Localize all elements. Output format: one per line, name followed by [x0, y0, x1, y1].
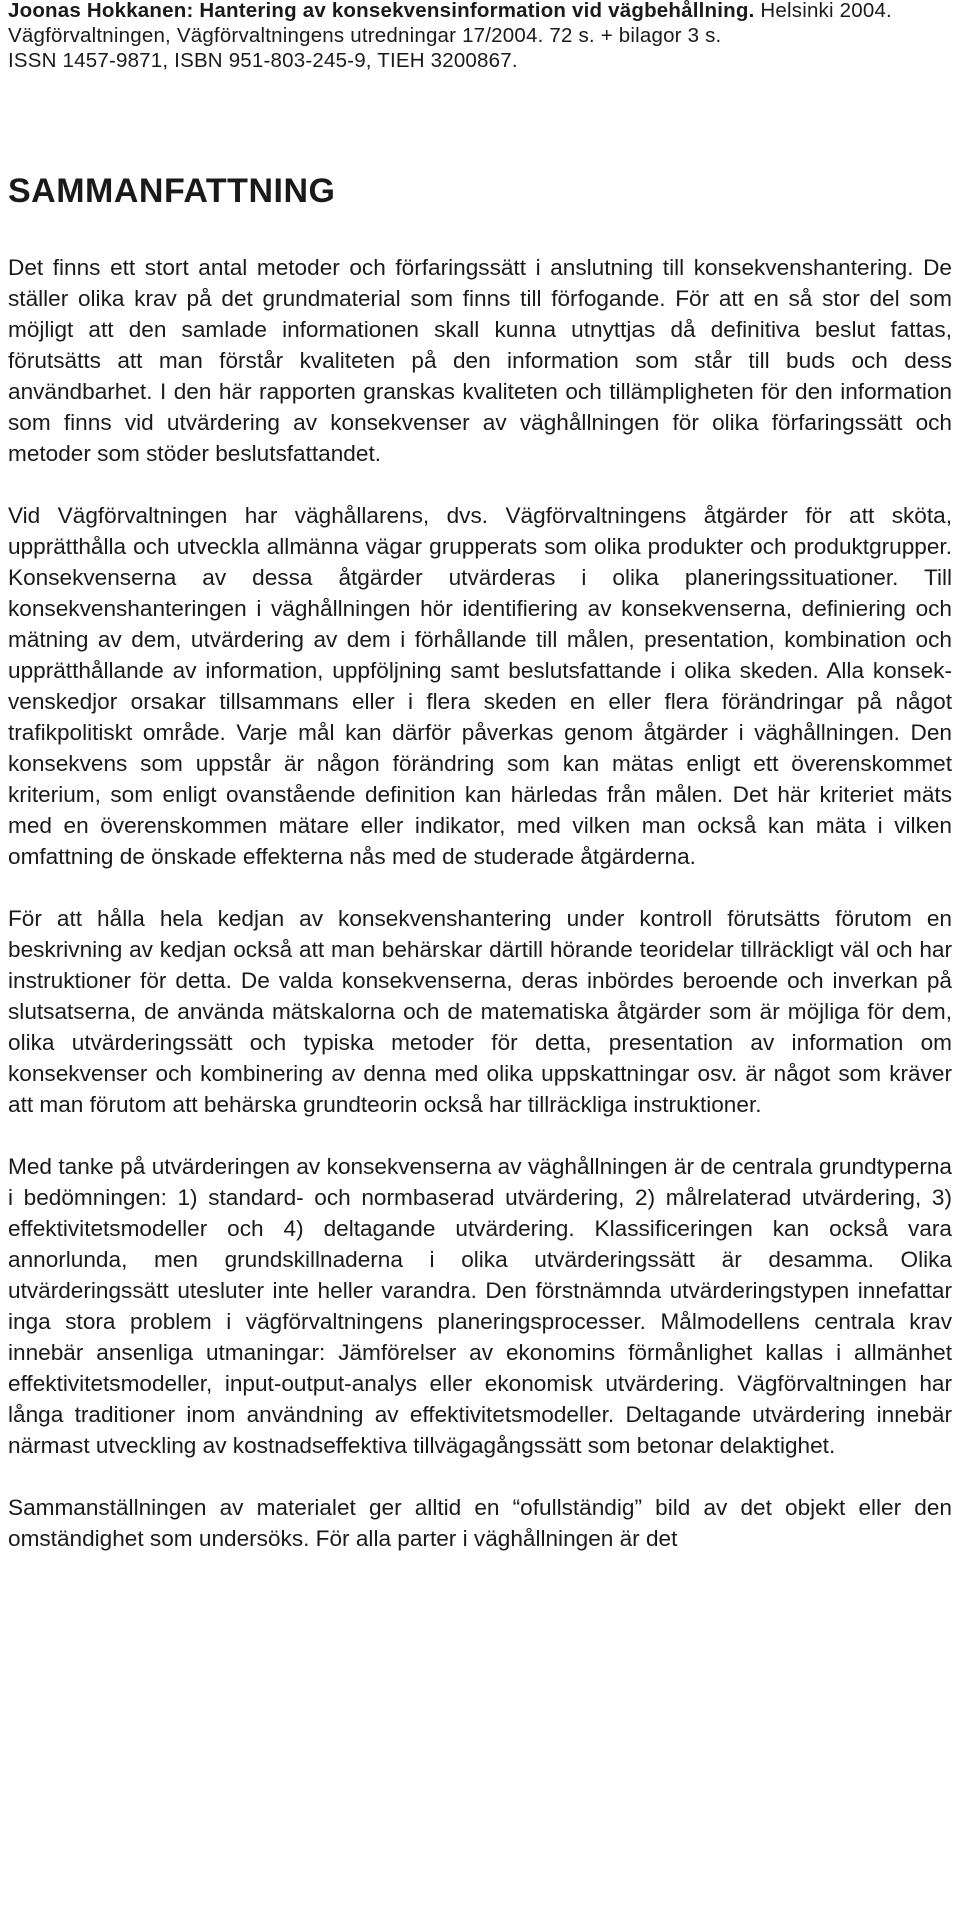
paragraph-3: För att hålla hela kedjan av konsekvenshantering under kontroll förutsätts förutom en beskrivning av kedjan också att man behärskar därtill hörande teoridelar tillräckligt väl och har instruktioner för detta. De valda konsekvenserna, deras inbördes beroende och inverkan på slutsatserna, de använda mätskalorna och de matematiska åtgärder som är möjliga för dem, olika utvärderingssätt och typiska metoder för detta, presentation av information om konsekvenser och kombinering av denna med olika uppskattningar osv. är något som kräver att man förutom att behärska grundteorin också har tillräckliga instruktioner.: [8, 906, 952, 1117]
author-title: Joonas Hokkanen: Hantering av konsekvensinformation vid vägbehållning.: [8, 0, 755, 22]
document-page: [8, 0, 952, 1554]
place-year: Helsinki 2004.: [754, 0, 892, 22]
paragraph-5: Sammanställningen av materialet ger alltid en “ofullständig” bild av det objekt eller den omständighet som undersöks. För alla parter i väghållningen är det: [8, 1495, 952, 1551]
summary-body: [8, 252, 952, 1554]
section-title: SAMMANFATTNING: [8, 172, 336, 210]
header-line-3: ISSN 1457-9871, ISBN 951-803-245-9, TIEH 3200867.: [8, 49, 518, 72]
header-line-2: Vägförvaltningen, Vägförvaltningens utredningar 17/2004. 72 s. + bilagor 3 s.: [8, 24, 722, 47]
header-line-1: [8, 0, 952, 23]
bibliographic-header: [8, 0, 952, 73]
paragraph-4: Med tanke på utvärderingen av konsekvenserna av väghållningen är de centrala grundtyperna i bedömningen: 1) standard- och normbaserad utvärdering, 2) målrelaterad utvärdering, 3) effektivitetsmodeller och 4) deltagande utvärdering. Klassificeringen kan också vara annorlunda, men grundskillnaderna i olika utvärderingssätt är desamma. Olika utvärderingssätt utesluter inte heller varandra. Den förstnämnda utvärderingstypen innefattar inga stora problem i vägförvaltningens planeringsprocesser. Målmodellens centrala krav innebär ansenliga utmaningar: Jämförelser av ekonomins förmånlighet kallas i allmänhet effektivitetsmodeller, input-output-analys eller ekonomisk utvärdering. Vägförvaltningen har långa traditioner inom användning av effektivitetsmodeller. Deltagande utvärdering innebär närmast utveckling av kostnadseffektiva tillvägagångssätt som betonar delaktighet.: [8, 1154, 952, 1458]
paragraph-1: Det finns ett stort antal metoder och förfaringssätt i anslutning till konsekvenshantering. De ställer olika krav på det grundmaterial som finns till förfogande. För att en så stor del som möjligt att den samlade informationen skall kunna utnyttjas då definitiva beslut fattas, förutsätts att man förstår kvaliteten på den information som står till buds och dess användbarhet. I den här rapporten granskas kvaliteten och tillämpligheten för den information som finns vid utvärdering av konsekvenser av väghållningen för olika förfaringssätt och metoder som stöder beslutsfattandet.: [8, 255, 952, 466]
paragraph-2: Vid Vägförvaltningen har väghållarens, dvs. Vägförvaltningens åtgärder för att sköta, upprätthålla och utveckla allmänna vägar grupperats som olika produkter och produktgrupper. Konsekvenserna av dessa åtgärder utvärderas i olika planeringssituationer. Till konsekvenshanteringen i väghållningen hör identifiering av konsekvenserna, definiering och mätning av dem, utvärdering av dem i förhållande till målen, presentation, kombination och upprätthållande av information, uppföljning samt beslutsfattande i olika skeden. Alla konsekvenskedjor orsakar tillsammans eller i flera skeden en eller flera förändringar på något trafikpolitiskt område. Varje mål kan därför påverkas genom åtgärder i väghållningen. Den konsekvens som uppstår är någon förändring som kan mätas enligt ett överenskommet kriterium, som enligt ovanstående definition kan härledas från målen. Det här kriteriet mäts med en överenskommen mätare eller indikator, med vilken man också kan mäta i vilken omfattning de önskade effekterna nås med de studerade åtgärderna.: [8, 503, 952, 869]
